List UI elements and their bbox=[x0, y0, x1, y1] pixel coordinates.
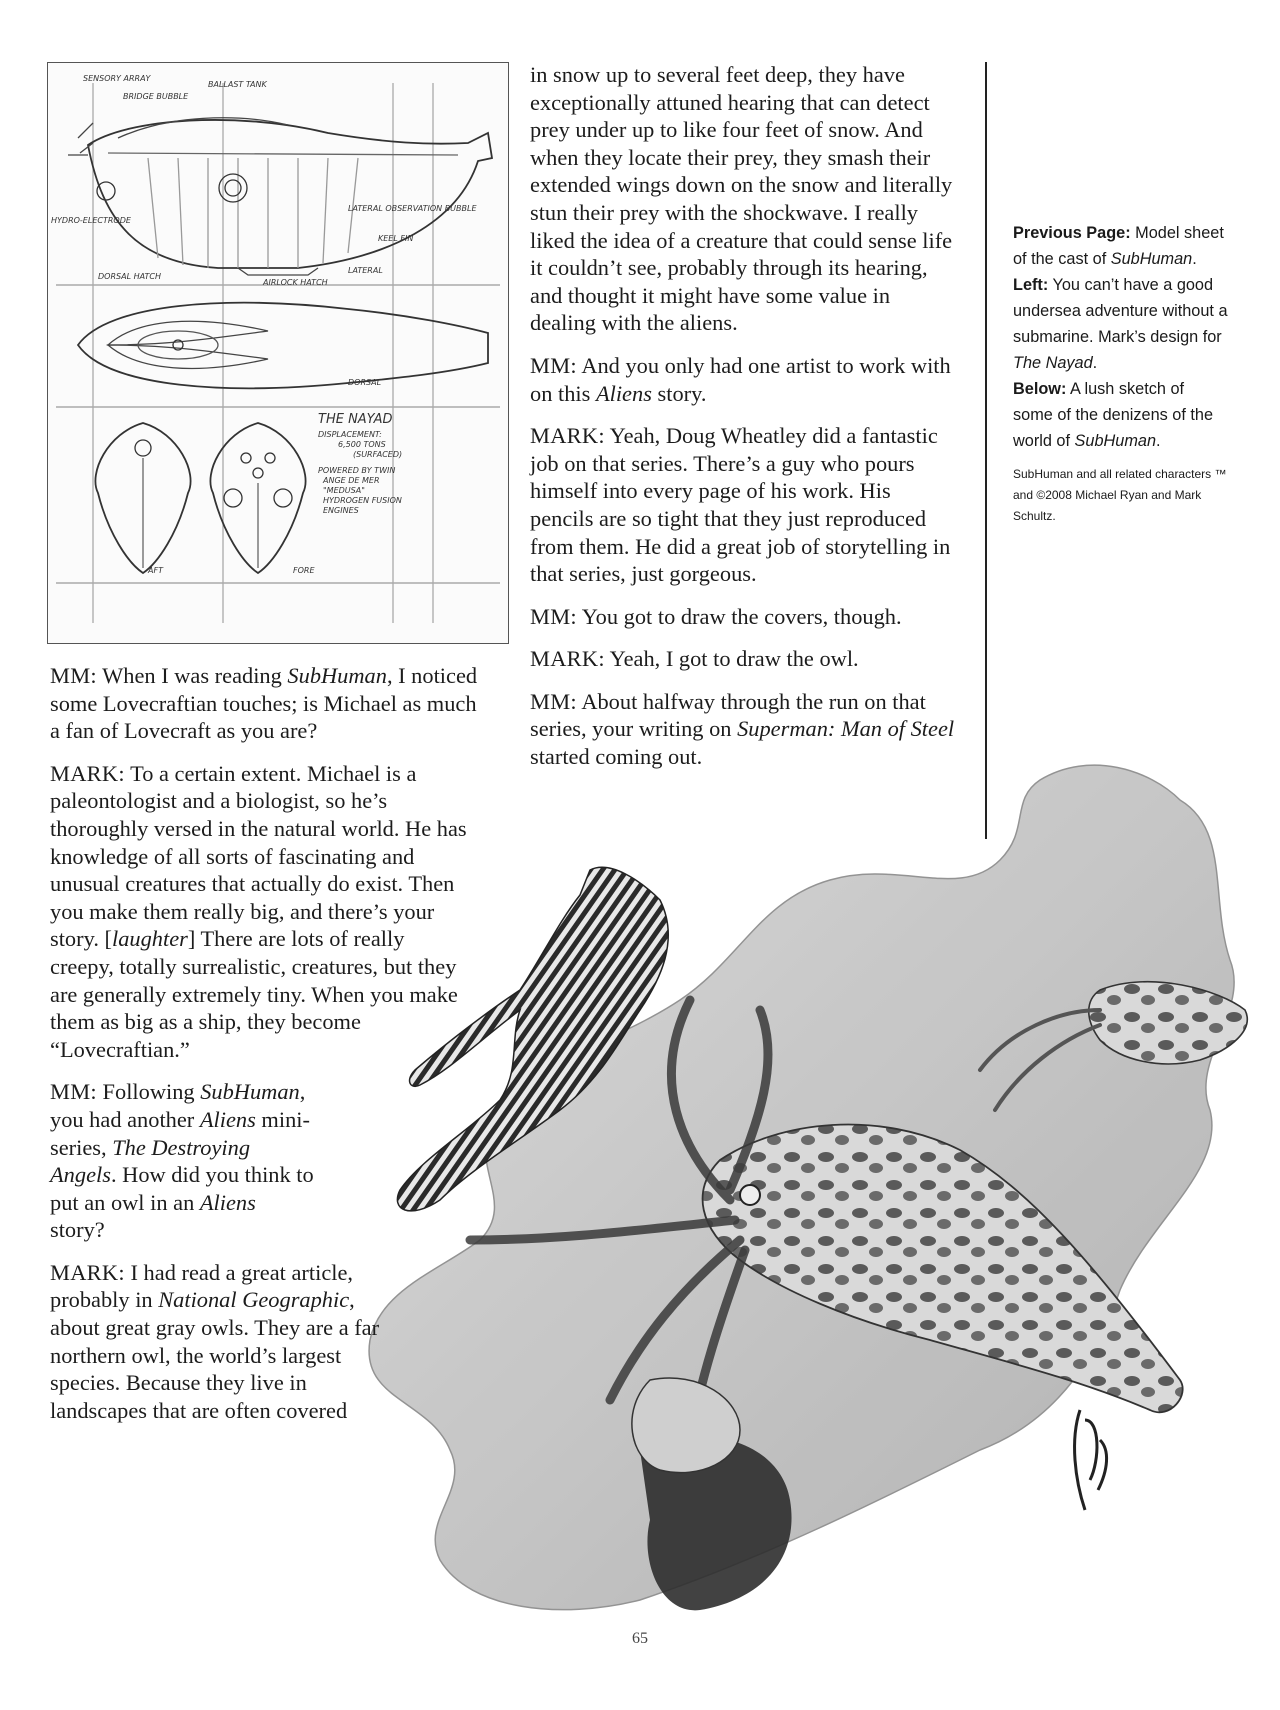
paragraph: MM: When I was reading SubHuman, I noticed some Lovecraftian touches; is Michael as much a fan of Lovecraft as you are? bbox=[50, 663, 478, 744]
paragraph: MM: Following SubHuman, you had another Aliens mini-series, The Destroying Angels. How did you think to put an owl in an Aliens story? bbox=[50, 1079, 314, 1243]
page-number: 65 bbox=[632, 1630, 648, 1647]
paragraph: MM: And you only had one artist to work with on this Aliens story. bbox=[530, 352, 951, 406]
label-displacement-3: (SURFACED) bbox=[353, 450, 403, 459]
speaker-label: MM: bbox=[50, 663, 97, 688]
label-the-nayad: THE NAYAD bbox=[318, 412, 393, 427]
artist-signature bbox=[1075, 1410, 1107, 1510]
left-column-text bbox=[50, 662, 480, 1424]
speaker-label: MARK: bbox=[50, 760, 125, 786]
figure-caption bbox=[1013, 220, 1228, 527]
label-displacement-1: DISPLACEMENT: bbox=[318, 430, 382, 439]
label-airlock-hatch: AIRLOCK HATCH bbox=[263, 278, 328, 287]
cuttlefish-eye bbox=[740, 1185, 760, 1205]
label-lateral-observation: LATERAL OBSERVATION BUBBLE bbox=[348, 204, 477, 213]
speaker-label: MARK: bbox=[530, 646, 605, 672]
speaker-label: MM: bbox=[530, 603, 577, 629]
label-fore: FORE bbox=[293, 566, 315, 575]
label-powered-1: POWERED BY TWIN bbox=[318, 466, 396, 475]
paragraph: MM: You got to draw the covers, though. bbox=[530, 603, 902, 629]
label-lateral: LATERAL bbox=[348, 266, 383, 275]
caption-previous-page: Previous Page: Model sheet of the cast of SubHuman. bbox=[1013, 224, 1224, 268]
label-ballast-tank: BALLAST TANK bbox=[208, 80, 267, 89]
caption-left: Left: You can’t have a good undersea adventure without a submarine. Mark’s design for The Nayad. bbox=[1013, 276, 1228, 372]
label-powered-5: ENGINES bbox=[323, 506, 359, 515]
speaker-label: MARK: bbox=[50, 1259, 125, 1285]
speaker-label: MARK: bbox=[530, 423, 605, 449]
paragraph: MARK: To a certain extent. Michael is a paleontologist and a biologist, so he’s thoroughly versed in the natural world. He has knowledge of all sorts of fascinating and unusual creatures that actually do exist. Then you make them really big, and there’s your story. [laughter] There are lots of really creepy, totally surrealistic, creatures, but they are generally extremely tiny. When you make them as big as a ship, they become “Lovecraftian.” bbox=[50, 760, 467, 1062]
label-displacement-2: 6,500 TONS bbox=[338, 440, 386, 449]
column-divider bbox=[985, 62, 987, 839]
paragraph: in snow up to several feet deep, they have exceptionally attuned hearing that can detect prey under up to like four feet of snow. And when they locate their prey, they smash their extended wings down on the snow and literally stun their prey with the shockwave. I really liked the idea of a creature that could sense life it couldn’t see, probably through its hearing, and thought it might have some value in dealing with the aliens. bbox=[530, 62, 953, 336]
label-sensory-array: SENSORY ARRAY bbox=[83, 74, 151, 83]
label-bridge-bubble: BRIDGE BUBBLE bbox=[123, 92, 189, 101]
copyright-notice: SubHuman and all related characters ™ and ©2008 Michael Ryan and Mark Schultz. bbox=[1013, 467, 1227, 523]
label-aft: AFT bbox=[148, 566, 163, 575]
label-dorsal-hatch: DORSAL HATCH bbox=[98, 272, 161, 281]
middle-column-text bbox=[530, 61, 958, 771]
label-powered-4: HYDROGEN FUSION bbox=[323, 496, 402, 505]
paragraph: MARK: Yeah, Doug Wheatley did a fantastic job on that series. There’s a guy who pours himself into every page of his work. His pencils are so tight that they just reproduced from them. He did a great job of storytelling in that series, just gorgeous. bbox=[530, 423, 951, 587]
label-hydro-electrode: HYDRO-ELECTRODE bbox=[51, 216, 131, 225]
label-powered-3: "MEDUSA" bbox=[323, 486, 365, 495]
paragraph: MARK: I had read a great article, probably in National Geographic, about great gray owls. They are a far northern owl, the world’s largest species. Because they live in landscapes that are often covered bbox=[50, 1259, 380, 1423]
speaker-label: MM: bbox=[530, 688, 577, 714]
label-dorsal: DORSAL bbox=[348, 378, 382, 387]
label-keel-fin: KEEL FIN bbox=[378, 234, 414, 243]
speaker-label: MM: bbox=[530, 352, 577, 378]
paragraph: MM: About halfway through the run on that series, your writing on Superman: Man of Steel started coming out. bbox=[530, 688, 955, 770]
paragraph: MARK: Yeah, I got to draw the owl. bbox=[530, 646, 859, 672]
speaker-label: MM: bbox=[50, 1079, 97, 1105]
label-powered-2: ANGE DE MER bbox=[323, 476, 380, 485]
caption-below: Below: A lush sketch of some of the denizens of the world of SubHuman. bbox=[1013, 380, 1214, 450]
